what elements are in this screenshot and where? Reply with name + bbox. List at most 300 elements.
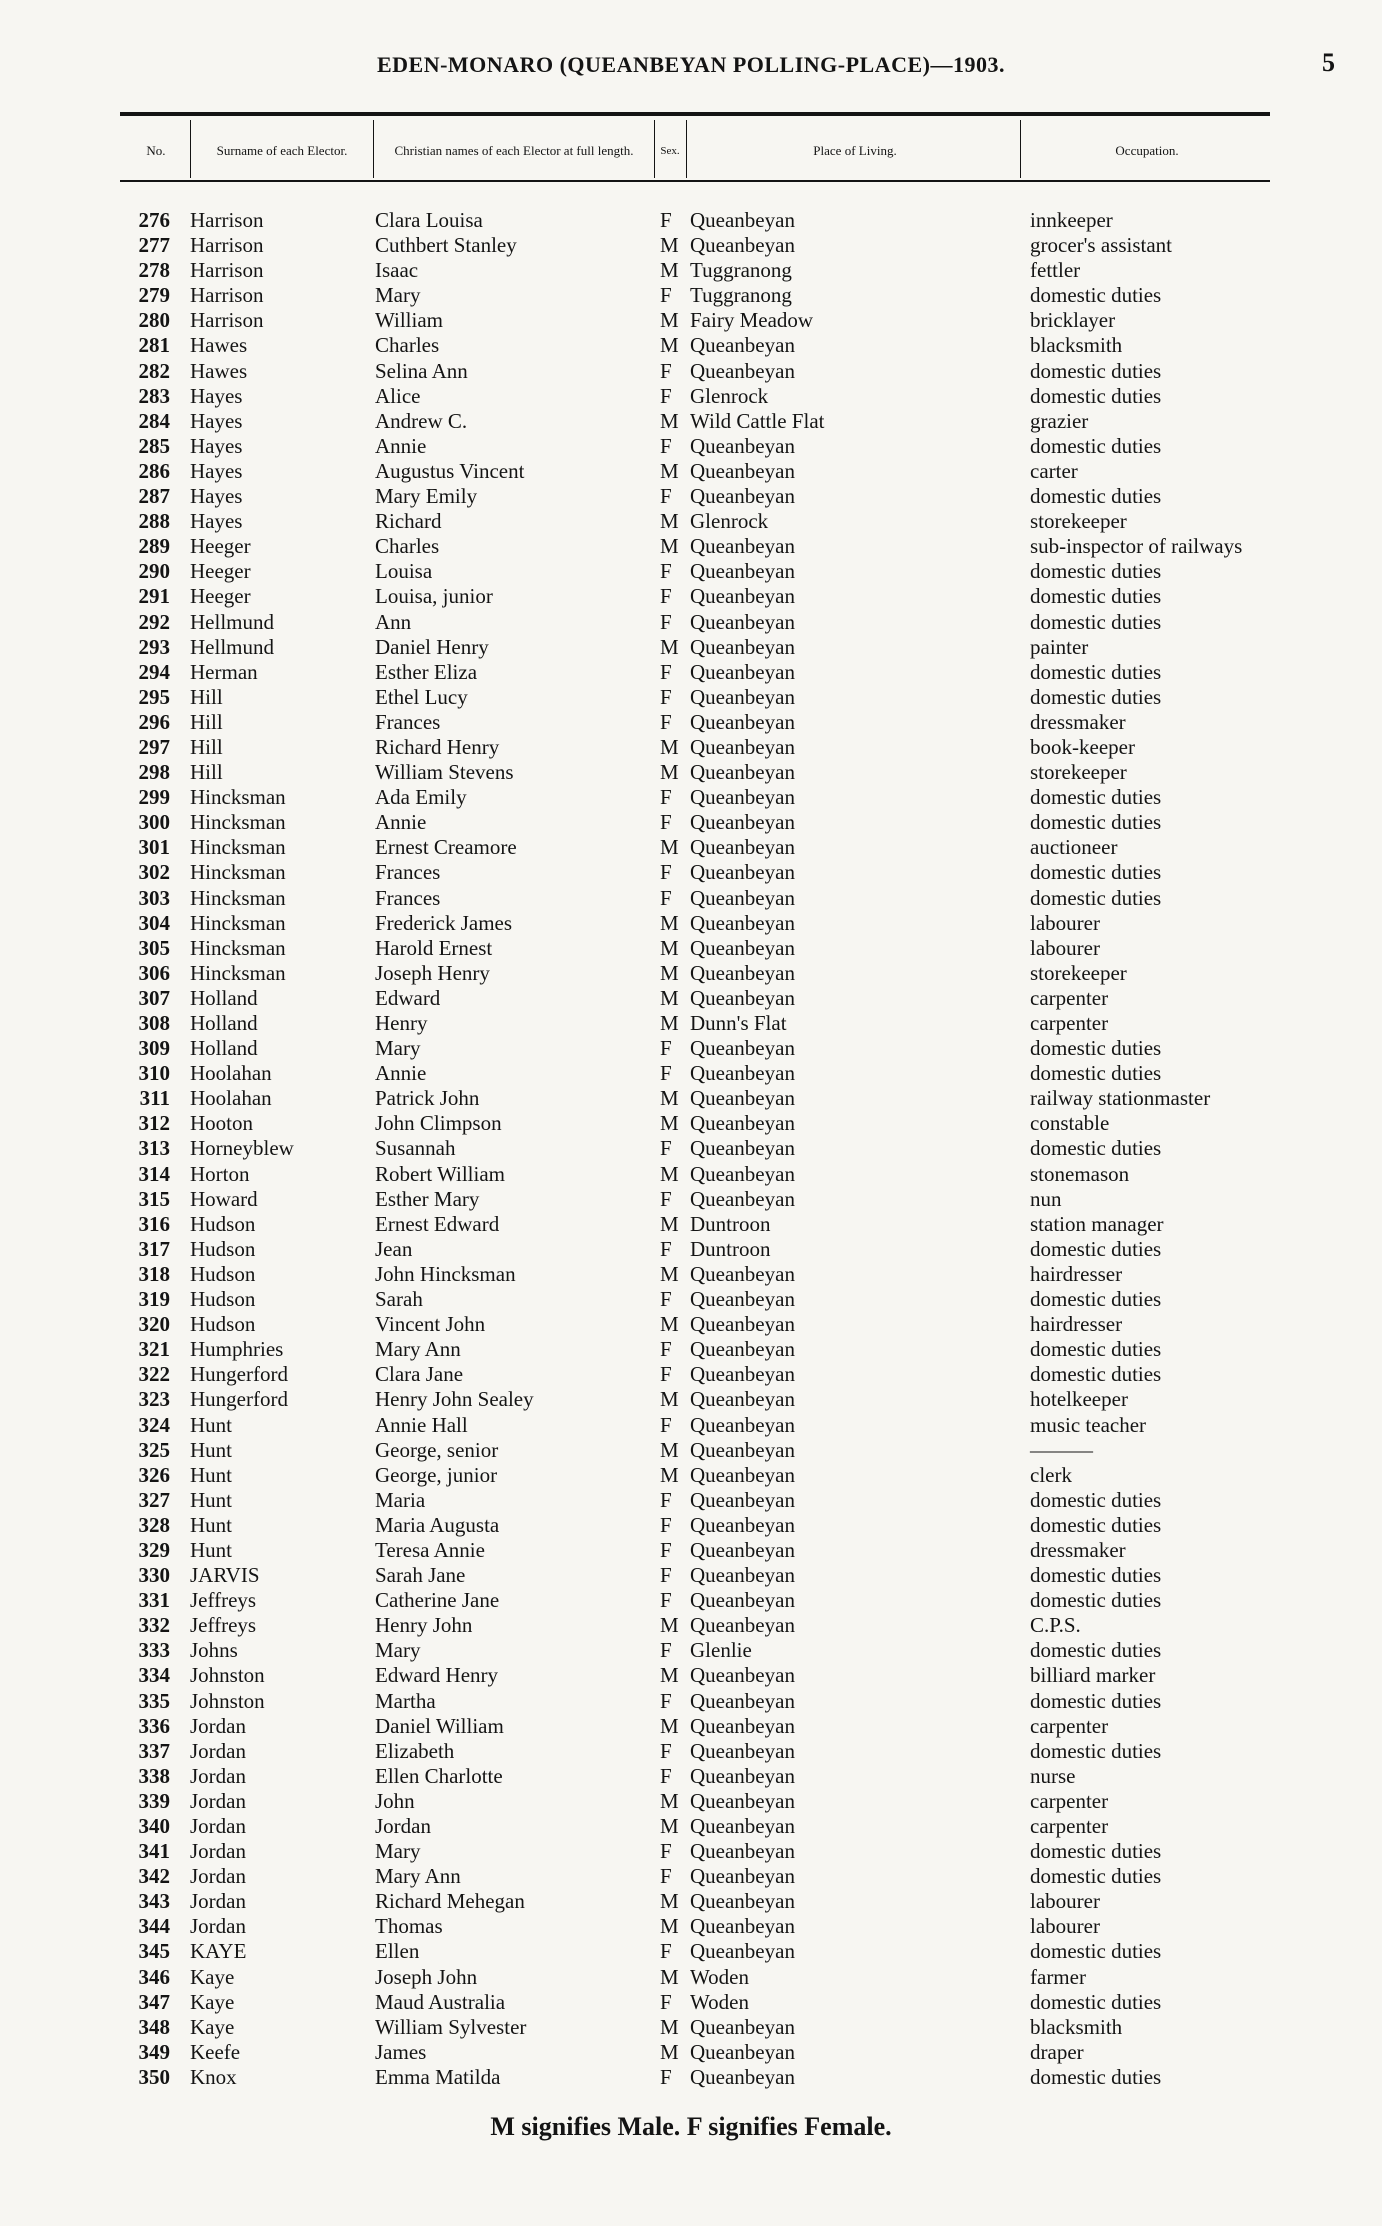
elector-number: 338 <box>138 1763 170 1788</box>
elector-christian-names: James <box>375 2039 427 2064</box>
table-row <box>0 1011 1382 1036</box>
elector-surname: Harrison <box>190 208 264 232</box>
elector-sex: F <box>660 1512 672 1537</box>
elector-place-of-living: Queanbeyan <box>690 1738 795 1763</box>
table-row <box>0 1362 1382 1387</box>
table-row <box>0 1111 1382 1136</box>
table-row <box>0 1939 1382 1964</box>
table-row <box>0 233 1382 258</box>
table-row <box>0 1990 1382 2015</box>
elector-sex: F <box>660 659 672 684</box>
elector-christian-names: Frances <box>375 860 441 885</box>
elector-surname: Hayes <box>190 408 243 433</box>
elector-number: 318 <box>138 1261 170 1286</box>
elector-occupation: domestic duties <box>1030 358 1162 383</box>
elector-occupation: domestic duties <box>1030 1287 1162 1312</box>
table-row <box>0 660 1382 685</box>
elector-occupation: domestic duties <box>1030 283 1162 308</box>
elector-christian-names: Joseph Henry <box>375 960 490 985</box>
elector-number: 294 <box>138 659 170 684</box>
elector-place-of-living: Queanbeyan <box>690 1914 795 1939</box>
elector-place-of-living: Queanbeyan <box>690 1061 795 1086</box>
table-row <box>0 886 1382 911</box>
table-row <box>0 735 1382 760</box>
elector-number: 319 <box>138 1287 170 1312</box>
elector-place-of-living: Duntroon <box>690 1211 771 1236</box>
elector-christian-names: Edward <box>375 985 441 1010</box>
elector-number: 320 <box>138 1312 170 1337</box>
elector-place-of-living: Queanbeyan <box>690 358 795 383</box>
elector-occupation: grocer's assistant <box>1030 233 1172 258</box>
table-row <box>0 835 1382 860</box>
elector-place-of-living: Woden <box>690 1964 749 1989</box>
table-row <box>0 1613 1382 1638</box>
elector-christian-names: Mary Emily <box>375 484 478 509</box>
elector-place-of-living: Queanbeyan <box>690 935 795 960</box>
elector-christian-names: Frederick James <box>375 910 513 935</box>
elector-place-of-living: Glenlie <box>690 1638 752 1663</box>
elector-place-of-living: Queanbeyan <box>690 233 795 258</box>
table-row <box>0 1187 1382 1212</box>
elector-occupation: domestic duties <box>1030 810 1162 835</box>
sex-legend: M signifies Male. F signifies Female. <box>490 2112 892 2141</box>
elector-occupation: carpenter <box>1030 1788 1109 1813</box>
elector-surname: Heeger <box>190 584 251 609</box>
table-row <box>0 308 1382 333</box>
column-divider <box>686 120 687 178</box>
elector-surname: Harrison <box>190 308 264 333</box>
elector-sex: F <box>660 810 672 835</box>
elector-surname: Hunt <box>190 1412 232 1437</box>
elector-sex: M <box>660 1011 679 1035</box>
elector-surname: Hawes <box>190 358 248 383</box>
elector-number: 326 <box>138 1462 170 1487</box>
elector-christian-names: Louisa <box>375 559 433 584</box>
elector-number: 307 <box>138 985 170 1010</box>
elector-occupation: farmer <box>1030 1964 1086 1989</box>
elector-number: 345 <box>138 1939 170 1964</box>
table-row <box>0 584 1382 609</box>
elector-occupation: sub-inspector of railways <box>1030 534 1243 559</box>
table-row <box>0 1387 1382 1412</box>
elector-christian-names: George, junior <box>375 1462 498 1487</box>
table-row <box>0 961 1382 986</box>
elector-number: 312 <box>138 1111 170 1136</box>
elector-place-of-living: Queanbeyan <box>690 785 795 810</box>
elector-sex: F <box>660 1236 672 1261</box>
elector-surname: Hawes <box>190 333 248 358</box>
elector-occupation: domestic duties <box>1030 1362 1162 1387</box>
elector-place-of-living: Queanbeyan <box>690 810 795 835</box>
elector-number: 303 <box>138 885 170 910</box>
elector-place-of-living: Queanbeyan <box>690 1111 795 1136</box>
elector-occupation: C.P.S. <box>1030 1613 1081 1638</box>
elector-sex: M <box>660 1788 679 1813</box>
elector-christian-names: Catherine Jane <box>375 1588 500 1613</box>
elector-christian-names: John Hincksman <box>375 1261 516 1286</box>
table-row <box>0 785 1382 810</box>
table-row <box>0 1789 1382 1814</box>
elector-occupation: domestic duties <box>1030 584 1162 609</box>
elector-christian-names: Edward Henry <box>375 1663 499 1688</box>
elector-surname: Hincksman <box>190 885 286 910</box>
elector-place-of-living: Queanbeyan <box>690 1186 795 1211</box>
elector-number: 317 <box>138 1236 170 1261</box>
elector-christian-names: Annie Hall <box>375 1412 468 1437</box>
elector-number: 277 <box>138 233 170 258</box>
elector-occupation: carter <box>1030 458 1078 483</box>
elector-place-of-living: Queanbeyan <box>690 2014 795 2039</box>
elector-place-of-living: Queanbeyan <box>690 634 795 659</box>
table-row <box>0 936 1382 961</box>
elector-number: 337 <box>138 1738 170 1763</box>
elector-place-of-living: Queanbeyan <box>690 1613 795 1638</box>
elector-surname: Herman <box>190 659 258 684</box>
elector-sex: F <box>660 684 672 709</box>
elector-number: 291 <box>138 584 170 609</box>
elector-surname: Kaye <box>190 2014 235 2039</box>
elector-sex: M <box>660 509 679 534</box>
elector-surname: Hunt <box>190 1512 232 1537</box>
elector-surname: Hunt <box>190 1437 232 1462</box>
elector-place-of-living: Queanbeyan <box>690 885 795 910</box>
elector-sex: M <box>660 1312 679 1337</box>
elector-surname: Hungerford <box>190 1387 288 1412</box>
table-row <box>0 484 1382 509</box>
elector-christian-names: William Sylvester <box>375 2014 527 2039</box>
elector-surname: Hincksman <box>190 835 286 860</box>
elector-sex: M <box>660 985 679 1010</box>
elector-surname: Hayes <box>190 509 243 534</box>
elector-sex: F <box>660 1688 672 1713</box>
elector-sex: F <box>660 1588 672 1613</box>
elector-surname: Harrison <box>190 258 264 283</box>
elector-occupation: ——— <box>1030 1437 1093 1462</box>
elector-surname: Harrison <box>190 233 264 258</box>
table-row <box>0 1814 1382 1839</box>
column-header-place: Place of Living. <box>813 143 897 158</box>
elector-sex: F <box>660 785 672 810</box>
elector-number: 278 <box>138 258 170 283</box>
elector-christian-names: Ann <box>375 609 412 634</box>
elector-number: 292 <box>138 609 170 634</box>
elector-christian-names: Augustus Vincent <box>375 458 525 483</box>
elector-occupation: nun <box>1030 1186 1062 1211</box>
table-row <box>0 1162 1382 1187</box>
elector-occupation: hotelkeeper <box>1030 1387 1128 1412</box>
elector-occupation: domestic duties <box>1030 609 1162 634</box>
elector-sex: F <box>660 1487 672 1512</box>
elector-place-of-living: Woden <box>690 1989 749 2014</box>
table-row <box>0 1714 1382 1739</box>
elector-sex: F <box>660 1412 672 1437</box>
elector-number: 340 <box>138 1814 170 1838</box>
elector-number: 293 <box>138 634 170 659</box>
elector-number: 322 <box>138 1362 170 1387</box>
column-header-occupation: Occupation. <box>1115 143 1179 158</box>
elector-surname: Holland <box>190 1011 258 1035</box>
elector-occupation: domestic duties <box>1030 433 1162 458</box>
elector-surname: Hudson <box>190 1236 256 1261</box>
page-number: 5 <box>1322 48 1335 77</box>
elector-surname: Hellmund <box>190 634 274 659</box>
elector-christian-names: Mary <box>375 1839 421 1864</box>
elector-occupation: innkeeper <box>1030 208 1113 232</box>
elector-surname: JARVIS <box>190 1563 260 1588</box>
elector-surname: Hunt <box>190 1537 232 1562</box>
elector-surname: Howard <box>190 1186 258 1211</box>
elector-number: 290 <box>138 559 170 584</box>
elector-sex: F <box>660 1638 672 1663</box>
elector-number: 321 <box>138 1337 170 1362</box>
elector-occupation: domestic duties <box>1030 860 1162 885</box>
elector-number: 343 <box>138 1889 170 1914</box>
elector-place-of-living: Queanbeyan <box>690 835 795 860</box>
table-row <box>0 635 1382 660</box>
elector-christian-names: Mary <box>375 283 421 308</box>
elector-place-of-living: Fairy Meadow <box>690 308 814 333</box>
elector-christian-names: Henry John <box>375 1613 473 1638</box>
elector-occupation: storekeeper <box>1030 509 1127 534</box>
elector-place-of-living: Queanbeyan <box>690 1713 795 1738</box>
elector-surname: Hoolahan <box>190 1086 272 1111</box>
table-row <box>0 610 1382 635</box>
elector-surname: Jordan <box>190 1788 246 1813</box>
elector-sex: M <box>660 333 679 358</box>
elector-occupation: bricklayer <box>1030 308 1116 333</box>
elector-sex: M <box>660 258 679 283</box>
elector-surname: Hill <box>190 684 223 709</box>
elector-place-of-living: Queanbeyan <box>690 1161 795 1186</box>
elector-sex: M <box>660 910 679 935</box>
elector-occupation: domestic duties <box>1030 559 1162 584</box>
elector-number: 349 <box>138 2039 170 2064</box>
elector-place-of-living: Queanbeyan <box>690 609 795 634</box>
elector-occupation: labourer <box>1030 1889 1100 1914</box>
elector-christian-names: Charles <box>375 333 440 358</box>
elector-surname: Hincksman <box>190 860 286 885</box>
table-row <box>0 384 1382 409</box>
column-divider <box>373 120 374 178</box>
elector-number: 309 <box>138 1036 170 1061</box>
elector-sex: F <box>660 584 672 609</box>
elector-sex: M <box>660 835 679 860</box>
elector-number: 347 <box>138 1989 170 2014</box>
elector-place-of-living: Tuggranong <box>690 283 792 308</box>
table-row <box>0 986 1382 1011</box>
elector-place-of-living: Glenrock <box>690 509 769 534</box>
elector-christian-names: Ernest Edward <box>375 1211 500 1236</box>
elector-occupation: clerk <box>1030 1462 1072 1487</box>
elector-place-of-living: Queanbeyan <box>690 1412 795 1437</box>
elector-number: 304 <box>138 910 170 935</box>
table-row <box>0 333 1382 358</box>
elector-sex: F <box>660 885 672 910</box>
elector-surname: Jeffreys <box>190 1588 257 1613</box>
elector-sex: M <box>660 1462 679 1487</box>
elector-number: 344 <box>138 1914 170 1939</box>
table-row <box>0 1739 1382 1764</box>
top-rule <box>120 112 1270 116</box>
elector-number: 283 <box>138 383 170 408</box>
elector-number: 332 <box>138 1613 170 1638</box>
elector-place-of-living: Queanbeyan <box>690 1437 795 1462</box>
elector-occupation: storekeeper <box>1030 760 1127 785</box>
elector-sex: F <box>660 2064 672 2089</box>
elector-place-of-living: Queanbeyan <box>690 1788 795 1813</box>
elector-christian-names: Ada Emily <box>375 785 467 810</box>
elector-surname: Harrison <box>190 283 264 308</box>
table-row <box>0 1212 1382 1237</box>
elector-occupation: nurse <box>1030 1763 1076 1788</box>
elector-christian-names: Jean <box>375 1236 413 1261</box>
elector-christian-names: Joseph John <box>375 1964 478 1989</box>
elector-place-of-living: Wild Cattle Flat <box>690 408 825 433</box>
elector-sex: F <box>660 358 672 383</box>
table-row <box>0 1914 1382 1939</box>
elector-number: 301 <box>138 835 170 860</box>
elector-surname: Hayes <box>190 484 243 509</box>
elector-number: 341 <box>138 1839 170 1864</box>
elector-occupation: domestic duties <box>1030 684 1162 709</box>
elector-occupation: domestic duties <box>1030 1236 1162 1261</box>
elector-place-of-living: Dunn's Flat <box>690 1011 787 1035</box>
elector-sex: F <box>660 1337 672 1362</box>
elector-place-of-living: Queanbeyan <box>690 1763 795 1788</box>
elector-christian-names: Henry <box>375 1011 428 1035</box>
elector-number: 342 <box>138 1864 170 1889</box>
table-row <box>0 760 1382 785</box>
elector-place-of-living: Queanbeyan <box>690 1086 795 1111</box>
elector-number: 284 <box>138 408 170 433</box>
elector-place-of-living: Queanbeyan <box>690 1563 795 1588</box>
elector-surname: Hunt <box>190 1462 232 1487</box>
table-row <box>0 2065 1382 2090</box>
elector-number: 296 <box>138 709 170 734</box>
elector-christian-names: Alice <box>375 383 421 408</box>
elector-place-of-living: Queanbeyan <box>690 433 795 458</box>
elector-christian-names: Sarah Jane <box>375 1563 466 1588</box>
column-divider <box>1020 120 1021 178</box>
elector-occupation: domestic duties <box>1030 2064 1162 2089</box>
elector-sex: M <box>660 2014 679 2039</box>
elector-number: 348 <box>138 2014 170 2039</box>
table-row <box>0 1663 1382 1688</box>
elector-sex: F <box>660 1186 672 1211</box>
elector-occupation: auctioneer <box>1030 835 1118 860</box>
elector-christian-names: Richard Henry <box>375 734 500 759</box>
elector-number: 339 <box>138 1788 170 1813</box>
elector-christian-names: Jordan <box>375 1814 431 1838</box>
elector-number: 335 <box>138 1688 170 1713</box>
elector-occupation: domestic duties <box>1030 1989 1162 2014</box>
elector-place-of-living: Queanbeyan <box>690 1362 795 1387</box>
elector-occupation: domestic duties <box>1030 659 1162 684</box>
page-title: EDEN-MONARO (QUEANBEYAN POLLING-PLACE)—1903. <box>376 52 1006 77</box>
elector-place-of-living: Queanbeyan <box>690 484 795 509</box>
elector-surname: Hincksman <box>190 785 286 810</box>
elector-occupation: domestic duties <box>1030 1563 1162 1588</box>
elector-number: 305 <box>138 935 170 960</box>
elector-christian-names: Mary Ann <box>375 1864 461 1889</box>
elector-christian-names: Martha <box>375 1688 436 1713</box>
elector-christian-names: Harold Ernest <box>375 935 493 960</box>
table-row <box>0 1061 1382 1086</box>
elector-list <box>0 208 1382 2090</box>
elector-sex: M <box>660 1713 679 1738</box>
elector-surname: Jordan <box>190 1713 246 1738</box>
elector-place-of-living: Queanbeyan <box>690 1261 795 1286</box>
elector-sex: F <box>660 1061 672 1086</box>
elector-place-of-living: Queanbeyan <box>690 1287 795 1312</box>
table-row <box>0 810 1382 835</box>
elector-surname: Heeger <box>190 534 251 559</box>
elector-place-of-living: Queanbeyan <box>690 910 795 935</box>
elector-christian-names: Sarah <box>375 1287 423 1312</box>
table-row <box>0 1337 1382 1362</box>
column-header-no: No. <box>146 143 166 158</box>
elector-occupation: domestic duties <box>1030 1588 1162 1613</box>
elector-place-of-living: Queanbeyan <box>690 559 795 584</box>
elector-number: 289 <box>138 534 170 559</box>
elector-place-of-living: Queanbeyan <box>690 1864 795 1889</box>
elector-occupation: domestic duties <box>1030 383 1162 408</box>
elector-place-of-living: Queanbeyan <box>690 1312 795 1337</box>
elector-place-of-living: Queanbeyan <box>690 1387 795 1412</box>
table-row <box>0 1864 1382 1889</box>
table-row <box>0 1086 1382 1111</box>
elector-surname: Jordan <box>190 1839 246 1864</box>
table-row <box>0 434 1382 459</box>
table-row <box>0 1488 1382 1513</box>
table-row <box>0 1588 1382 1613</box>
elector-place-of-living: Queanbeyan <box>690 709 795 734</box>
elector-sex: M <box>660 1387 679 1412</box>
elector-place-of-living: Queanbeyan <box>690 1688 795 1713</box>
elector-surname: Jordan <box>190 1914 246 1939</box>
elector-christian-names: Isaac <box>375 258 419 283</box>
elector-christian-names: Vincent John <box>375 1312 486 1337</box>
elector-place-of-living: Queanbeyan <box>690 1462 795 1487</box>
elector-number: 311 <box>139 1086 170 1111</box>
elector-sex: F <box>660 1763 672 1788</box>
elector-surname: Horton <box>190 1161 250 1186</box>
elector-surname: Humphries <box>190 1337 284 1362</box>
elector-christian-names: Maria Augusta <box>375 1512 500 1537</box>
elector-number: 297 <box>138 734 170 759</box>
elector-christian-names: George, senior <box>375 1437 499 1462</box>
elector-sex: F <box>660 1989 672 2014</box>
elector-place-of-living: Queanbeyan <box>690 1337 795 1362</box>
elector-sex: F <box>660 1864 672 1889</box>
elector-occupation: constable <box>1030 1111 1110 1136</box>
elector-christian-names: Cuthbert Stanley <box>375 233 517 258</box>
elector-sex: M <box>660 2039 679 2064</box>
elector-sex: M <box>660 233 679 258</box>
elector-place-of-living: Queanbeyan <box>690 1663 795 1688</box>
elector-christian-names: Emma Matilda <box>375 2064 501 2089</box>
elector-christian-names: Louisa, junior <box>375 584 493 609</box>
elector-surname: Hudson <box>190 1287 256 1312</box>
elector-christian-names: Susannah <box>375 1136 456 1161</box>
elector-occupation: domestic duties <box>1030 1512 1162 1537</box>
elector-sex: F <box>660 1839 672 1864</box>
elector-surname: Johns <box>190 1638 238 1663</box>
elector-sex: F <box>660 1362 672 1387</box>
elector-place-of-living: Queanbeyan <box>690 1889 795 1914</box>
elector-surname: Holland <box>190 985 258 1010</box>
table-row <box>0 860 1382 885</box>
